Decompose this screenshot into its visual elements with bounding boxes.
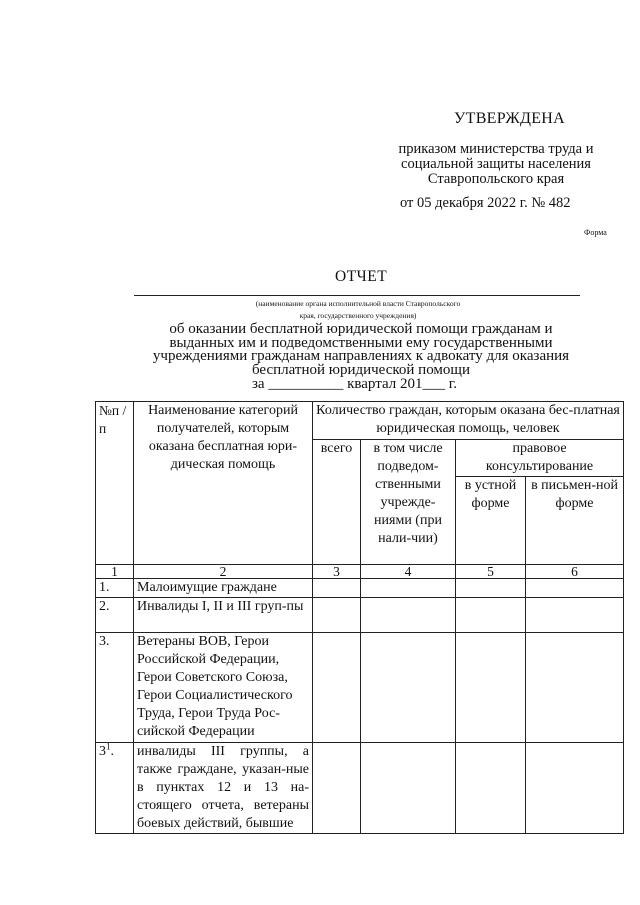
cell-oral: [456, 743, 526, 834]
report-table: [95, 401, 624, 834]
subject-line: учреждениями гражданам направлениях к адвокату для оказания: [152, 348, 570, 364]
caption-line: (наименование органа исполнительной власти Ставропольского: [255, 299, 461, 308]
caption-line: края, государственного учреждения): [299, 311, 417, 320]
cell-oral: [456, 598, 526, 633]
form-label: Форма: [584, 228, 607, 237]
report-subject: [128, 323, 594, 377]
table-row: [96, 579, 624, 598]
row-number: 3.: [96, 633, 134, 743]
subject-line: выданных им и подведомственными ему государственными: [169, 334, 553, 351]
subject-line: об оказании бесплатной юридической помощи гражданам и: [169, 321, 553, 337]
cell-written: [526, 633, 624, 743]
row-number: [96, 743, 134, 834]
row-number-sup: 1: [106, 742, 111, 752]
cell-subordinate: [361, 579, 456, 598]
cell-total: [313, 579, 361, 598]
table-row: [96, 598, 624, 633]
cell-written: [526, 579, 624, 598]
organ-name-caption: [200, 298, 516, 322]
order-line: социальной защиты населения: [401, 156, 591, 172]
header-row-number: №п /п: [96, 402, 134, 565]
cell-oral: [456, 633, 526, 743]
header-written: в письмен-ной форме: [526, 477, 624, 565]
order-date: от 05 декабря 2022 г. № 482: [400, 195, 571, 211]
column-number: 3: [313, 565, 361, 579]
row-number-suffix: .: [110, 744, 114, 759]
cell-total: [313, 633, 361, 743]
header-subordinate: в том числе подведом-ственными учрежде-ниями (при нали-чии): [361, 440, 456, 565]
order-line: Ставропольского края: [427, 171, 565, 187]
table-row: [96, 633, 624, 743]
header-count: Количество граждан, которым оказана бес-платная юридическая помощь, человек: [313, 402, 624, 440]
approved-stamp: УТВЕРЖДЕНА: [454, 110, 566, 127]
header-category: Наименование категорий получателей, которым оказана бесплатная юри-дическая помощь: [134, 402, 313, 565]
header-total: всего: [313, 440, 361, 565]
order-line: приказом министерства труда и: [398, 141, 594, 157]
cell-total: [313, 743, 361, 834]
order-reference: [388, 142, 604, 187]
report-title: ОТЧЕТ: [335, 268, 388, 285]
report-quarter: за __________ квартал 201___ г.: [252, 376, 457, 392]
row-category: Ветераны ВОВ, Герои Российской Федерации, Герои Советского Союза, Герои Социалистического Труда, Герои Труда Рос-сийской Федерации: [134, 633, 313, 743]
cell-written: [526, 743, 624, 834]
header-oral: в устной форме: [456, 477, 526, 565]
column-number: 4: [361, 565, 456, 579]
row-number-main: 3: [99, 744, 106, 759]
column-number: 1: [96, 565, 134, 579]
column-number: 5: [456, 565, 526, 579]
subject-line: бесплатной юридической помощи: [251, 361, 470, 378]
table-row: [96, 743, 624, 834]
cell-oral: [456, 579, 526, 598]
row-category: инвалиды III группы, а также граждане, указан-ные в пунктах 12 и 13 на-стоящего отчета, ветераны боевых действий, бывшие: [134, 743, 313, 834]
row-number: 1.: [96, 579, 134, 598]
cell-total: [313, 598, 361, 633]
row-category: Инвалиды I, II и III груп-пы: [134, 598, 313, 633]
column-number: 6: [526, 565, 624, 579]
column-number: 2: [134, 565, 313, 579]
cell-written: [526, 598, 624, 633]
header-legal-consulting: правовое консультирование: [456, 440, 624, 477]
cell-subordinate: [361, 598, 456, 633]
row-number: 2.: [96, 598, 134, 633]
organ-name-line: [134, 295, 580, 296]
cell-subordinate: [361, 633, 456, 743]
cell-subordinate: [361, 743, 456, 834]
row-category: Малоимущие граждане: [134, 579, 313, 598]
